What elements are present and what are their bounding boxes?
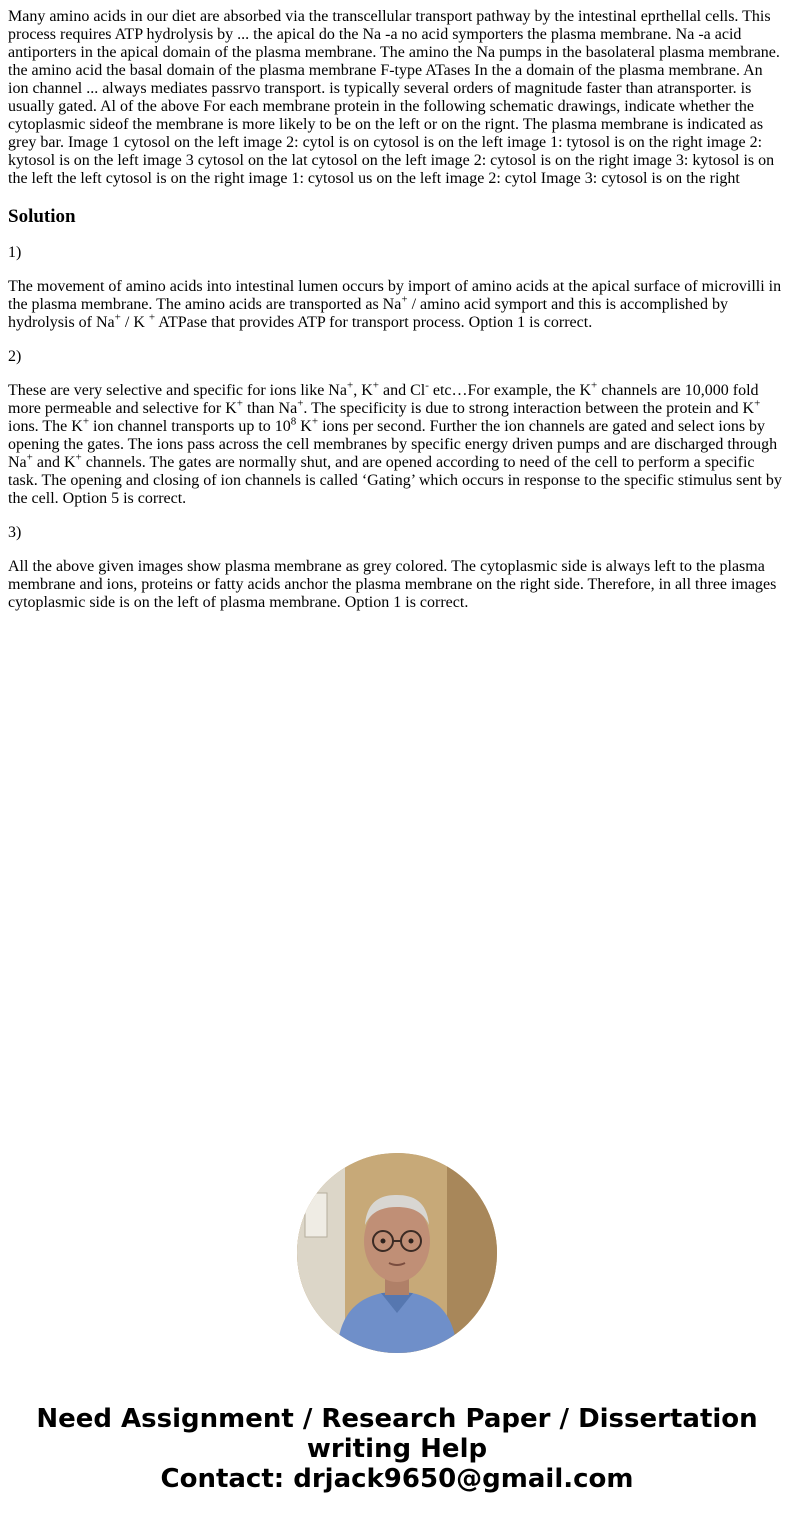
avatar <box>297 1153 497 1353</box>
answer-2-number: 2) <box>8 348 22 365</box>
promo-footer <box>0 1404 794 1494</box>
answer-3-text: All the above given images show plasma membrane as grey colored. The cytoplasmic side is always left to the plasma membrane and ions, proteins or fatty acids anchor the plasma membrane on the right side. Therefore, in all three images cytoplasmic side is on the left of plasma membrane. Option 1 is correct. <box>8 558 777 611</box>
solution-heading: Solution <box>8 206 76 227</box>
footer-contact: Contact: drjack9650@gmail.com <box>160 1464 634 1494</box>
footer-line-1: Need Assignment / Research Paper / Dissertation <box>36 1404 758 1434</box>
footer-line-2: writing Help <box>306 1434 488 1464</box>
answer-3-number: 3) <box>8 524 22 541</box>
answer-1-number: 1) <box>8 244 22 261</box>
question-text: Many amino acids in our diet are absorbed via the transcellular transport pathway by the intestinal eprthellal cells. This process requires ATP hydrolysis by ... the apical do the Na -a no acid symporters the plasma membrane. Na -a acid antiporters in the apical domain of the plasma membrane. The amino the Na pumps in the basolateral plasma membrane. the amino acid the basal domain of the plasma membrane F-type ATases In the a domain of the plasma membrane. An ion channel ... always mediates passrvo transport. is typically several orders of magnitude faster than atransporter. is usually gated. Al of the above For each membrane protein in the following schematic drawings, indicate whether the cytoplasmic sideof the membrane is more likely to be on the left or on the rignt. The plasma membrane is indicated as grey bar. Image 1 cytosol on the left image 2: cytol is on cytosol is on the left image 1: tytosol is on the right image 2: kytosol is on the left image 3 cytosol on the lat cytosol on the left image 2: cytosol is on the right image 3: kytosol is on the left the left cytosol is on the right image 1: cytosol us on the left image 2: cytol Image 3: cytosol is on the right <box>8 8 780 187</box>
answer-1-text: The movement of amino acids into intestinal lumen occurs by import of amino acids at the apical surface of microvilli in the plasma membrane. The amino acids are transported as Na+ / amino acid symport and this is accomplished by hydrolysis of Na+ / K + ATPase that provides ATP for transport process. Option 1 is correct. <box>8 278 782 331</box>
answer-2-text: These are very selective and specific for ions like Na+, K+ and Cl- etc…For example, the K+ channels are 10,000 fold more permeable and selective for K+ than Na+. The specificity is due to strong interaction between the protein and K+ ions. The K+ ion channel transports up to $10^8$ K+ ions per second. Further the ion channels are gated and select ions by opening the gates. The ions pass across the cell membranes by specific energy driven pumps and are discharged through Na+ and K+ channels. The gates are normally shut, and are opened according to need of the cell to perform a specific task. The opening and closing of ion channels is called ‘Gating’ which occurs in response to the specific stimulus sent by the cell. Option 5 is correct. <box>8 379 782 507</box>
person-portrait-icon <box>297 1153 497 1353</box>
document-content <box>8 8 786 612</box>
